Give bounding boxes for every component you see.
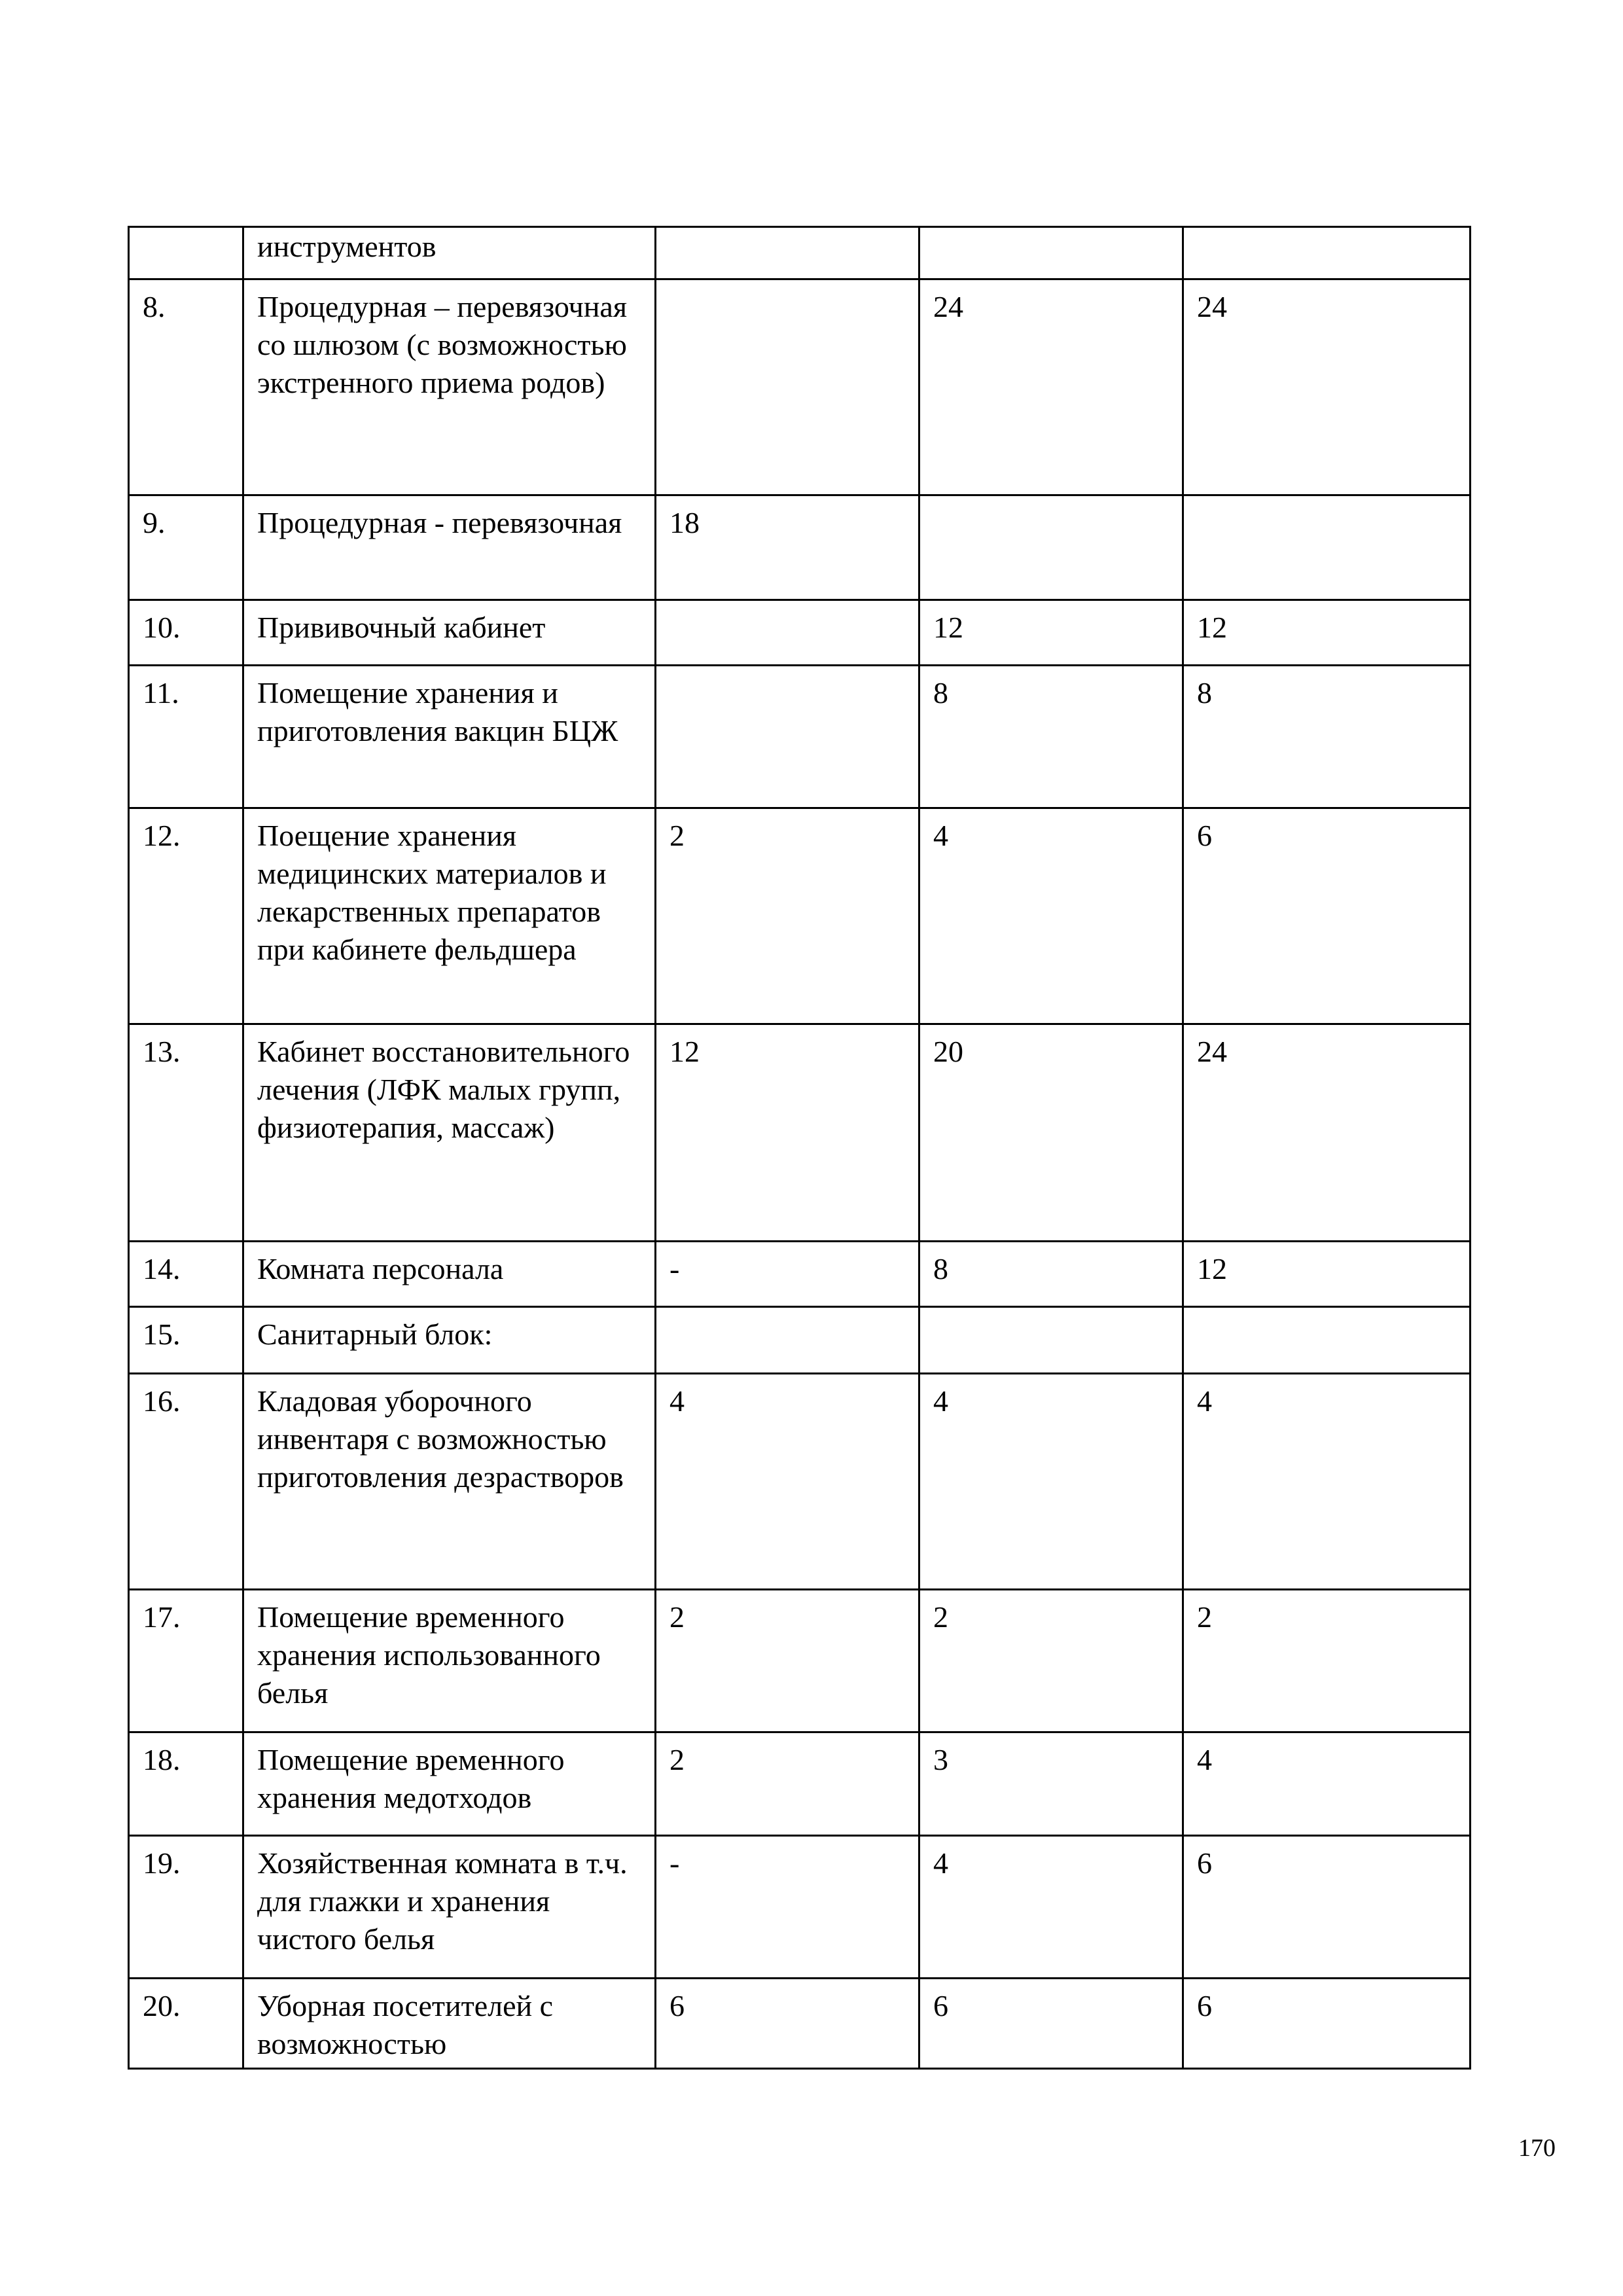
room-name-cell: инструментов	[243, 227, 656, 279]
room-name-cell: Помещение временного хранения медотходов	[243, 1732, 656, 1836]
table-row	[129, 1732, 1471, 1836]
area-cell-2	[919, 1307, 1183, 1374]
area-cell-3: 24	[1183, 1024, 1471, 1242]
room-name-cell: Поещение хранения медицинских материалов и лекарственных препаратов при кабинете фельдшера	[243, 808, 656, 1024]
area-cell-2: 8	[919, 666, 1183, 808]
area-cell-2	[919, 495, 1183, 600]
room-name-cell: Кабинет восстановительного лечения (ЛФК малых групп, физиотерапия, массаж)	[243, 1024, 656, 1242]
area-cell-2: 3	[919, 1732, 1183, 1836]
area-cell-2: 2	[919, 1590, 1183, 1732]
area-cell-1: 6	[656, 1979, 919, 2069]
row-number-cell: 20.	[129, 1979, 243, 2069]
area-cell-3: 2	[1183, 1590, 1471, 1732]
row-number-cell: 16.	[129, 1374, 243, 1590]
area-cell-3: 12	[1183, 1242, 1471, 1307]
area-cell-3: 8	[1183, 666, 1471, 808]
table-row	[129, 1836, 1471, 1979]
room-name-cell: Процедурная – перевязочная со шлюзом (с возможностью экстренного приема родов)	[243, 279, 656, 495]
area-cell-2: 4	[919, 808, 1183, 1024]
table-row	[129, 227, 1471, 279]
room-name-cell: Помещение хранения и приготовления вакцин БЦЖ	[243, 666, 656, 808]
area-cell-1	[656, 666, 919, 808]
room-name-cell: Уборная посетителей с возможностью	[243, 1979, 656, 2069]
area-cell-3: 6	[1183, 1979, 1471, 2069]
rooms-area-table	[128, 226, 1471, 2070]
area-cell-1	[656, 1307, 919, 1374]
table-row	[129, 1374, 1471, 1590]
area-cell-1: -	[656, 1836, 919, 1979]
area-cell-3: 6	[1183, 808, 1471, 1024]
row-number-cell: 10.	[129, 600, 243, 666]
row-number-cell: 15.	[129, 1307, 243, 1374]
table-row	[129, 808, 1471, 1024]
room-name-cell: Кладовая уборочного инвентаря с возможностью приготовления дезрастворов	[243, 1374, 656, 1590]
area-cell-1: 2	[656, 1590, 919, 1732]
area-cell-2: 20	[919, 1024, 1183, 1242]
table-row	[129, 666, 1471, 808]
area-cell-1	[656, 227, 919, 279]
room-name-cell: Прививочный кабинет	[243, 600, 656, 666]
area-cell-2: 4	[919, 1374, 1183, 1590]
area-cell-2: 8	[919, 1242, 1183, 1307]
area-cell-3: 4	[1183, 1732, 1471, 1836]
row-number-cell: 18.	[129, 1732, 243, 1836]
room-name-cell: Санитарный блок:	[243, 1307, 656, 1374]
row-number-cell: 8.	[129, 279, 243, 495]
area-cell-2: 4	[919, 1836, 1183, 1979]
area-cell-1: 12	[656, 1024, 919, 1242]
area-cell-2: 12	[919, 600, 1183, 666]
area-cell-1: 2	[656, 808, 919, 1024]
area-cell-3: 24	[1183, 279, 1471, 495]
row-number-cell: 13.	[129, 1024, 243, 1242]
table-row	[129, 279, 1471, 495]
area-cell-1: 4	[656, 1374, 919, 1590]
room-name-cell: Процедурная - перевязочная	[243, 495, 656, 600]
row-number-cell: 14.	[129, 1242, 243, 1307]
table-row	[129, 1024, 1471, 1242]
area-cell-3: 4	[1183, 1374, 1471, 1590]
row-number-cell: 11.	[129, 666, 243, 808]
row-number-cell: 19.	[129, 1836, 243, 1979]
area-cell-3: 6	[1183, 1836, 1471, 1979]
room-name-cell: Комната персонала	[243, 1242, 656, 1307]
table-row	[129, 1590, 1471, 1732]
area-cell-1	[656, 279, 919, 495]
table-row	[129, 495, 1471, 600]
row-number-cell: 9.	[129, 495, 243, 600]
row-number-cell: 17.	[129, 1590, 243, 1732]
area-cell-1: 2	[656, 1732, 919, 1836]
area-cell-2	[919, 227, 1183, 279]
area-cell-1: 18	[656, 495, 919, 600]
area-cell-1	[656, 600, 919, 666]
area-cell-3	[1183, 495, 1471, 600]
table-row	[129, 1242, 1471, 1307]
room-name-cell: Хозяйственная комната в т.ч. для глажки и хранения чистого белья	[243, 1836, 656, 1979]
row-number-cell: 12.	[129, 808, 243, 1024]
area-cell-3	[1183, 227, 1471, 279]
area-cell-3	[1183, 1307, 1471, 1374]
area-cell-3: 12	[1183, 600, 1471, 666]
table-row	[129, 1979, 1471, 2069]
area-cell-2: 24	[919, 279, 1183, 495]
table-row	[129, 600, 1471, 666]
row-number-cell	[129, 227, 243, 279]
table-row	[129, 1307, 1471, 1374]
room-name-cell: Помещение временного хранения использованного белья	[243, 1590, 656, 1732]
area-cell-2: 6	[919, 1979, 1183, 2069]
area-cell-1: -	[656, 1242, 919, 1307]
page-number: 170	[1518, 2134, 1556, 2162]
